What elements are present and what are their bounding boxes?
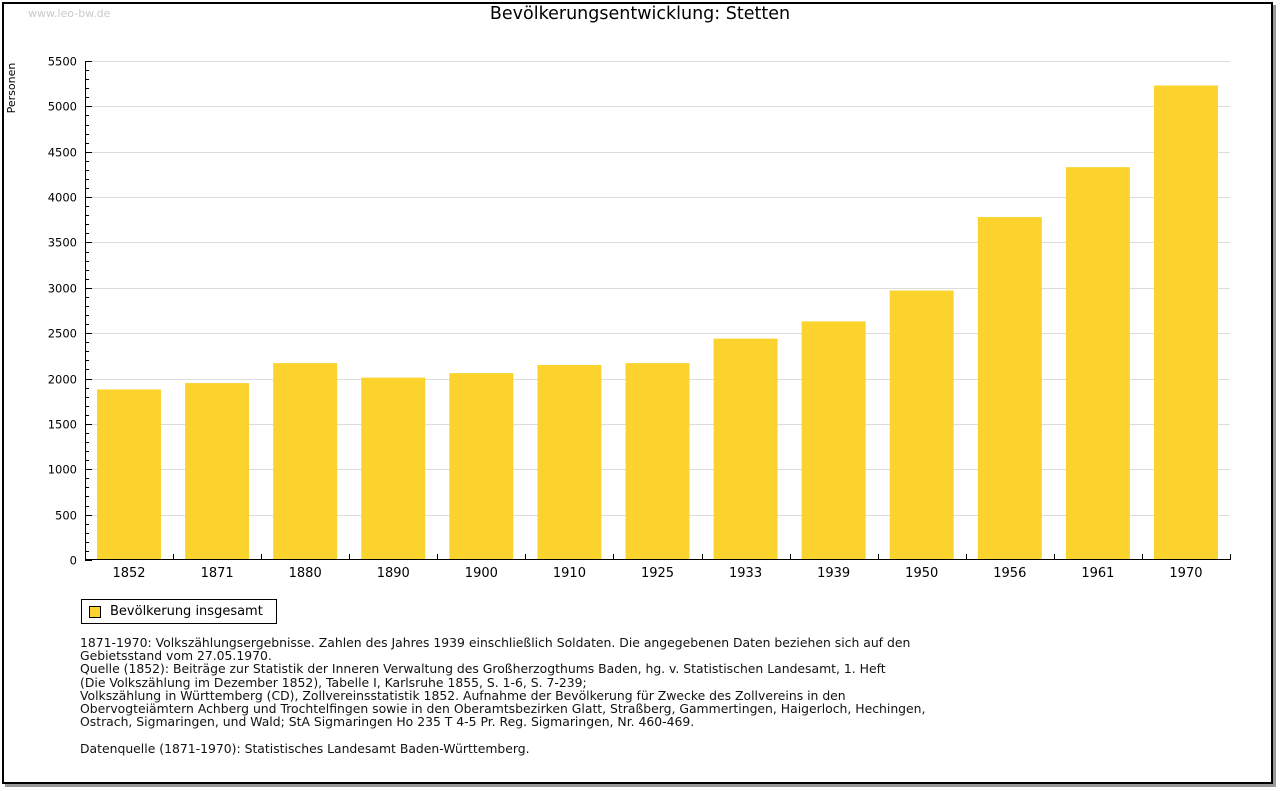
footnote-line: Ostrach, Sigmaringen, und Wald; StA Sigmaringen Ho 235 T 4-5 Pr. Reg. Sigmaringen, Nr. 460-469. <box>80 714 695 730</box>
legend <box>81 599 277 624</box>
footnote-line: Quelle (1852): Beiträge zur Statistik der Inneren Verwaltung des Großherzogthums Baden, hg. v. Statistischen Landesamt, 1. Heft <box>80 661 886 677</box>
svg-text:4500: 4500 <box>47 145 77 160</box>
footnotes <box>80 636 980 756</box>
footnote-block <box>80 636 980 728</box>
svg-text:5500: 5500 <box>47 54 77 69</box>
legend-label: Bevölkerung insgesamt <box>110 604 263 619</box>
svg-text:1950: 1950 <box>905 566 939 581</box>
svg-text:500: 500 <box>55 508 77 523</box>
y-axis-label: Personen <box>5 62 18 114</box>
svg-text:1956: 1956 <box>993 566 1027 581</box>
svg-text:5000: 5000 <box>47 99 77 114</box>
svg-text:3000: 3000 <box>47 281 77 296</box>
svg-text:1939: 1939 <box>817 566 851 581</box>
chart-title: Bevölkerungsentwicklung: Stetten <box>489 4 791 24</box>
svg-text:0: 0 <box>69 553 77 568</box>
footnote-line: Obervogteiämtern Achberg und Trochtelfingen sowie in den Oberamtsbezirken Glatt, Straßberg, Gammertingen, Haigerloch, Hechingen, <box>80 701 926 717</box>
svg-text:1900: 1900 <box>464 566 498 581</box>
svg-text:2500: 2500 <box>47 326 77 341</box>
svg-text:1880: 1880 <box>288 566 322 581</box>
svg-text:3500: 3500 <box>47 235 77 250</box>
svg-text:1500: 1500 <box>47 417 77 432</box>
svg-text:1000: 1000 <box>47 462 77 477</box>
svg-text:1925: 1925 <box>640 566 675 581</box>
footnote-line: (Die Volkszählung im Dezember 1852), Tabelle I, Karlsruhe 1855, S. 1-6, S. 7-239; <box>80 674 587 690</box>
svg-text:1970: 1970 <box>1169 566 1203 581</box>
legend-swatch-icon <box>89 606 101 618</box>
svg-text:4000: 4000 <box>47 190 77 205</box>
chart-svg <box>0 50 1280 590</box>
svg-text:1961: 1961 <box>1081 566 1115 581</box>
watermark-leo-bw: www.leo-bw.de <box>28 7 111 20</box>
footnote-datenquelle: Datenquelle (1871-1970): Statistisches Landesamt Baden-Württemberg. <box>80 741 530 757</box>
svg-text:1852: 1852 <box>112 566 146 581</box>
svg-text:1910: 1910 <box>552 566 586 581</box>
footnote-line: Gebietsstand vom 27.05.1970. <box>80 648 272 664</box>
footnote-line: 1871-1970: Volkszählungsergebnisse. Zahlen des Jahres 1939 einschließlich Soldaten. Die angegebenen Daten beziehen sich auf den <box>80 635 911 650</box>
svg-text:1933: 1933 <box>729 566 763 581</box>
svg-text:2000: 2000 <box>47 372 77 387</box>
footnote-line: Volkszählung in Württemberg (CD), Zollvereinsstatistik 1852. Aufnahme der Bevölkerung für Zwecke des Zollvereins in den <box>80 687 846 703</box>
svg-text:1871: 1871 <box>200 566 234 581</box>
svg-text:1890: 1890 <box>376 566 410 581</box>
